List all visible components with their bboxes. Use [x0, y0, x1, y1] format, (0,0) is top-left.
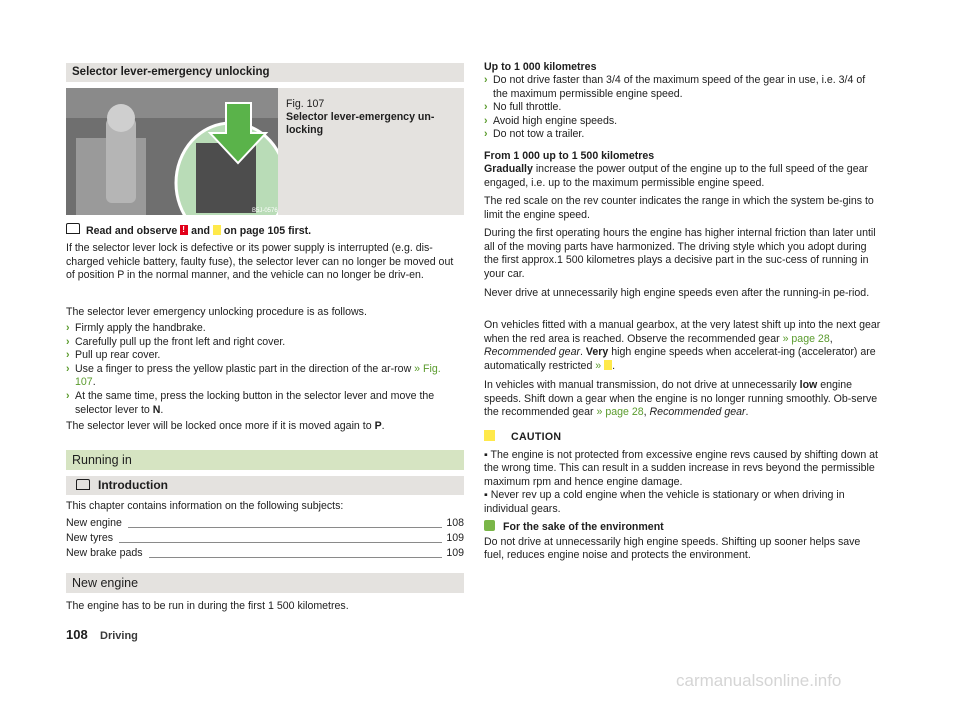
read-observe-mid: and [191, 225, 211, 237]
watermark: carmanualsonline.info [676, 671, 842, 690]
footer-section: Driving [100, 630, 138, 642]
paragraph-gradually: Gradually increase the power output of the engine up to the full speed of the gear engaged, i.e. up to the maximum permissible engine speed. [484, 163, 869, 189]
read-and-observe-line [66, 223, 464, 239]
selector-lever-photo [66, 88, 278, 215]
list-item: › At the same time, press the locking button in the selector lever and move the selector lever to N. [66, 389, 435, 416]
paragraph-red-scale: The red scale on the rev counter indicates the range in which the system be-gins to limit the engine speed. [484, 195, 874, 221]
page-number: 108 [66, 627, 88, 642]
book-icon [76, 479, 90, 490]
section-heading-running-in: Running in [66, 450, 464, 470]
section-heading-emergency-unlocking: Selector lever-emergency unlocking [66, 63, 464, 82]
caution-icon [604, 360, 612, 370]
list-item: › Firmly apply the handbrake. [66, 322, 206, 334]
figure-caption: Selector lever-emergency un-locking [286, 111, 435, 136]
caution-item: ▪ The engine is not protected from excessive engine revs caused by shifting down at the wrong time. This can result in a sudden increase in revs beyond the permissible maximum rpm and hence engine damage. [484, 448, 878, 488]
toc-list [66, 516, 464, 561]
list-item: › No full throttle. [484, 101, 562, 114]
toc-row[interactable]: New engine 108 [66, 517, 464, 530]
paragraph-procedure: The selector lever emergency unlocking procedure is as follows. [66, 306, 367, 318]
page-28-link[interactable]: » page 28 [596, 406, 644, 419]
figure-107 [66, 88, 464, 215]
environment-block [484, 520, 882, 563]
paragraph-never-high: Never drive at unnecessarily high engine speeds even after the running-in pe-riod. [484, 287, 870, 299]
figure-number: Fig. 107 [286, 98, 325, 110]
book-icon [66, 223, 80, 234]
environment-title: For the sake of the environment [503, 521, 664, 533]
list-item: › Carefully pull up the front left and right cover. [66, 335, 286, 348]
procedure-list [66, 322, 464, 417]
warning-icon [180, 225, 188, 235]
list-item: › Pull up rear cover. [66, 349, 161, 362]
list-item: › Use a finger to press the yellow plastic part in the direction of the ar-row » Fig. 107. [66, 362, 441, 389]
paragraph-run-in: The engine has to be run in during the first 1 500 kilometres. [66, 600, 349, 612]
caution-icon [484, 430, 495, 441]
toc-row[interactable]: New brake pads 109 [66, 547, 464, 560]
heading-up-to-1000: Up to 1 000 kilometres [484, 61, 597, 73]
caution-title: CAUTION [511, 431, 562, 443]
page-28-link[interactable]: » page 28 [782, 332, 830, 345]
caution-icon [213, 225, 221, 235]
paragraph-manual-gearbox: On vehicles fitted with a manual gearbox, at the very latest shift up into the next gear when the red area is reached. Observe the recommended gear » page 28, Recommended gear. Very high engine speeds when accelerat-ing (accelerator) are automatically restricted » . [484, 319, 881, 372]
environment-text: Do not drive at unnecessarily high engine speeds. Shifting up sooner helps save fuel, reduces engine noise and protects the environment. [484, 535, 861, 562]
read-observe-pre: Read and observe [86, 225, 178, 237]
caution-item: ▪ Never rev up a cold engine when the vehicle is stationary or when driving in individual gears. [484, 489, 845, 515]
paragraph-locked-again: The selector lever will be locked once more if it is moved again to P. [66, 420, 385, 432]
toc-row[interactable]: New tyres 109 [66, 532, 464, 545]
paragraph-manual-transmission: In vehicles with manual transmission, do not drive at unnecessarily low engine speeds. Shift down a gear when the engine is no longer running smoothly. Ob-serve the recommended gear » page 28, Recommended gear. [484, 379, 878, 419]
introduction-text: This chapter contains information on the following subjects: [66, 500, 344, 512]
environment-icon [484, 520, 495, 531]
read-observe-post: on page 105 first. [223, 225, 312, 237]
section-heading-new-engine: New engine [66, 573, 464, 593]
running-in-list [484, 74, 882, 142]
caution-link[interactable]: » [595, 359, 602, 372]
caution-block [484, 430, 882, 517]
introduction-heading: Introduction [66, 476, 464, 495]
list-item: › Do not tow a trailer. [484, 128, 585, 141]
fig-107-link[interactable]: » Fig. 107 [75, 362, 441, 389]
paragraph-first-hours: During the first operating hours the engine has higher internal friction than later until all of the moving parts have harmonized. The driving style which you adopt during the first approx.1 500 kilometres plays a decisive part in the suc-cess of running in your car. [484, 227, 876, 280]
list-item: › Do not drive faster than 3/4 of the maximum speed of the gear in use, i.e. 3/4 of the maximum permissible engine speed. [484, 74, 866, 100]
paragraph-lock-defective: If the selector lever lock is defective or its power supply is interrupted (e.g. dis-charged vehicle battery, faulty fuse), the selector lever can no longer be moved out of position P in the normal manner, and the vehicle can no longer be driv-en. [66, 242, 454, 282]
figure-code: B5J-0576 [252, 208, 278, 214]
heading-1000-to-1500: From 1 000 up to 1 500 kilometres [484, 150, 655, 162]
list-item: › Avoid high engine speeds. [484, 114, 618, 127]
